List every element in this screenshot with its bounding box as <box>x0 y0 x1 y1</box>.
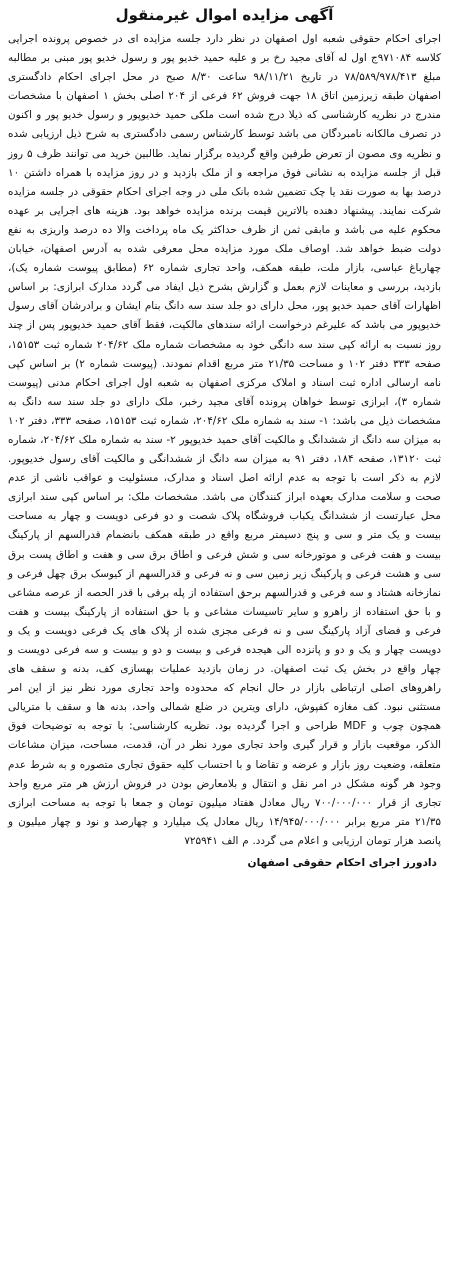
notice-title: آگهی مزایده اموال غیرمنقول <box>115 6 334 24</box>
notice-signature: دادورز اجرای احکام حقوقی اصفهان <box>247 857 437 870</box>
auction-notice <box>6 4 443 1267</box>
notice-body: اجرای احکام حقوقی شعبه اول اصفهان در نظر دارد جلسه مزایده ای در خصوص پرونده اجرایی کلاسه ۹۷۱۰۸۴ج اول له آقای مجید رخ بر و علیه حمید خدیو پور و رسول خدیو پور مبنی بر مطالبه مبلغ ۷۸/۵۸۹/۹۷۸/۴۱۳ در تاریخ ۹۸/۱۱/۲۱ ساعت ۸/۳۰ صبح در محل اجرای احکام دادگستری اصفهان طبقه زیرزمین اتاق ۱۸ جهت فروش ۶۲ فرعی از ۲۰۴ اصلی بخش ۱ اصفهان با مشخصات مندرج در نظریه کارشناسی که ذیلا درج شده است ملکی حمید خدیوپور و رسول خدیو پور و اکنون در تصرف مالکانه نامبردگان می باشد توسط کارشناس رسمی دادگستری به شرح ذیل ارزیابی شده و نظریه وی مصون از تعرض طرفین واقع گردیده برگزار نماید. طالبین خرید می توانند ظرف ۵ روز قبل از جلسه مزایده به نشانی فوق مراجعه و از ملک بازدید و در روز مزایده با همراه داشتن ۱۰ درصد بها به صورت نقد یا چک تضمین شده بانک ملی در وجه اجرای احکام حقوقی در جلسه مزایده شرکت نمایند. پیشنهاد دهنده بالاترین قیمت برنده مزایده خواهد بود. هزینه های اجرایی بر عهده محکوم علیه می باشد و مابقی ثمن از ظرف حداکثر یک ماه پرداخت والا ده درصد واریزی به نفع دولت ضبط خواهد شد. اوصاف ملک مورد مزایده محل معرفی شده به آدرس اصفهان، خیابان چهارباغ عباسی، بازار ملت، طبقه همکف، واحد تجاری شماره ۶۲ (مطابق پیوست شماره یک)، بازدید، بررسی و معاینات لازم بعمل و گزارش بشرح ذیل ایفاد می گردد مدارک ابرازی: بر اساس اظهارات آقای حمید خدیو پور، محل دارای دو جلد سند سه دانگ بنام ایشان و برادرشان آقای رسول خدیوپور می باشد که علیرغم درخواست ارائه سندهای مالکیت، فقط آقای حمید خدیوپور پس از چند روز نسبت به ارائه کپی سند سه دانگی خود به مشخصات شماره ملک ۲۰۴/۶۲ شماره ثبت ۱۵۱۵۳، صفحه ۳۳۳ دفتر ۱۰۲ و مساحت ۲۱/۳۵ متر مربع اقدام نمودند. (پیوست شماره ۲) بر اساس کپی نامه ارسالی اداره ثبت اسناد و املاک مرکزی اصفهان به شعبه اول اجرای احکام مدنی (پیوست شماره ۳)، ابرازی توسط خواهان پرونده آقای مجید رخبر، ملک دارای دو جلد سند سه دانگ به مشخصات ذیل می باشد: ۱- سند به شماره ملک ۲۰۴/۶۲، شماره ثبت ۱۵۱۵۳، صفحه ۳۳۳، دفتر ۱۰۲ به میزان سه دانگ از ششدانگ و مالکیت آقای حمید خدیوپور ۲- سند به شماره ملک ۲۰۴/۶۲، شماره ثبت ۱۳۱۲۰، صفحه ۱۸۴، دفتر ۹۱ به میزان سه دانگ از ششدانگی و مالکیت آقای رسول خدیوپور. لازم به ذکر است با توجه به عدم ارائه اصل اسناد و مدارک، مسئولیت و عواقب ناشی از عدم صحت و سلامت مدارک بعهده ابراز کنندگان می باشد. مشخصات ملک: بر اساس کپی سند ابرازی محل عبارتست از ششدانگ یکباب فروشگاه پلاک شصت و دو فرعی دویست و چهار به مساحت بیست و یک متر و سی و پنج دسیمتر مربع واقع در طبقه همکف بانضمام قدرالسهم از پارکینگ بیست و هفت فرعی و موتورخانه سی و شش فرعی و اطاق برق سی و هفت و اطاق پست برق سی و هشت فرعی و پارکینگ زیر زمین سی و نه فرعی و قدرالسهم از کیوسک برق چهل فرعی و نمازخانه هشتاد و سه فرعی و قدرالسهم برحق استفاده از پله برقی با قدر الحصه از عرصه مشاعی و با حق استفاده از راهرو و سایر تاسیسات مشاعی و با حق استفاده از پارکینگ بیست و هفت فرعی و فضای آزاد پارکینگ سی و نه فرعی مجزی شده از پلاک های یک فرعی دویست و یک و دویست چهار و یک و دو و پانزده الی هیجده فرعی و بیست و دو و بیست و سه فرعی دویست و چهار واقع در بخش یک ثبت اصفهان. در زمان بازدید عملیات بهسازی کف، بدنه و سقف های راهروهای اصلی ارتباطی بازار در حال انجام که محدوده واحد تجاری مورد نظر نیز از این امر مستثنی نبود. کف مغازه کفپوش، دارای ویترین در ضلع شمالی واحد، بدنه ها و سقف با متریالی همچون چوب و MDF طراحی و اجرا گردیده بود. نظریه کارشناسی: با توجه به توضیحات فوق الذکر، موقعیت بازار و قرار گیری واحد تجاری مورد نظر در آن، قدمت، مساحت، میزان مشاعات متعلقه، وضعیت روز بازار و عرضه و تقاضا و با احتساب کلیه حقوق تجاری متصوره و به شرط عدم وجود هر گونه مشکل در امر نقل و انتقال و بلامعارض بودن در فروش ارزش هر متر مربع واحد تجاری از قرار ۷۰۰/۰۰۰/۰۰۰ ریال معادل هفتاد میلیون تومان و جمعا با توجه به مساحت ابرازی ۲۱/۳۵ متر مربع برابر ۱۴/۹۴۵/۰۰۰/۰۰۰ ریال معادل یک میلیارد و چهارصد و نود و چهار میلیون و پانصد هزار تومان ارزیابی و اعلام می گردد. م الف ۷۲۵۹۴۱ <box>8 33 442 847</box>
